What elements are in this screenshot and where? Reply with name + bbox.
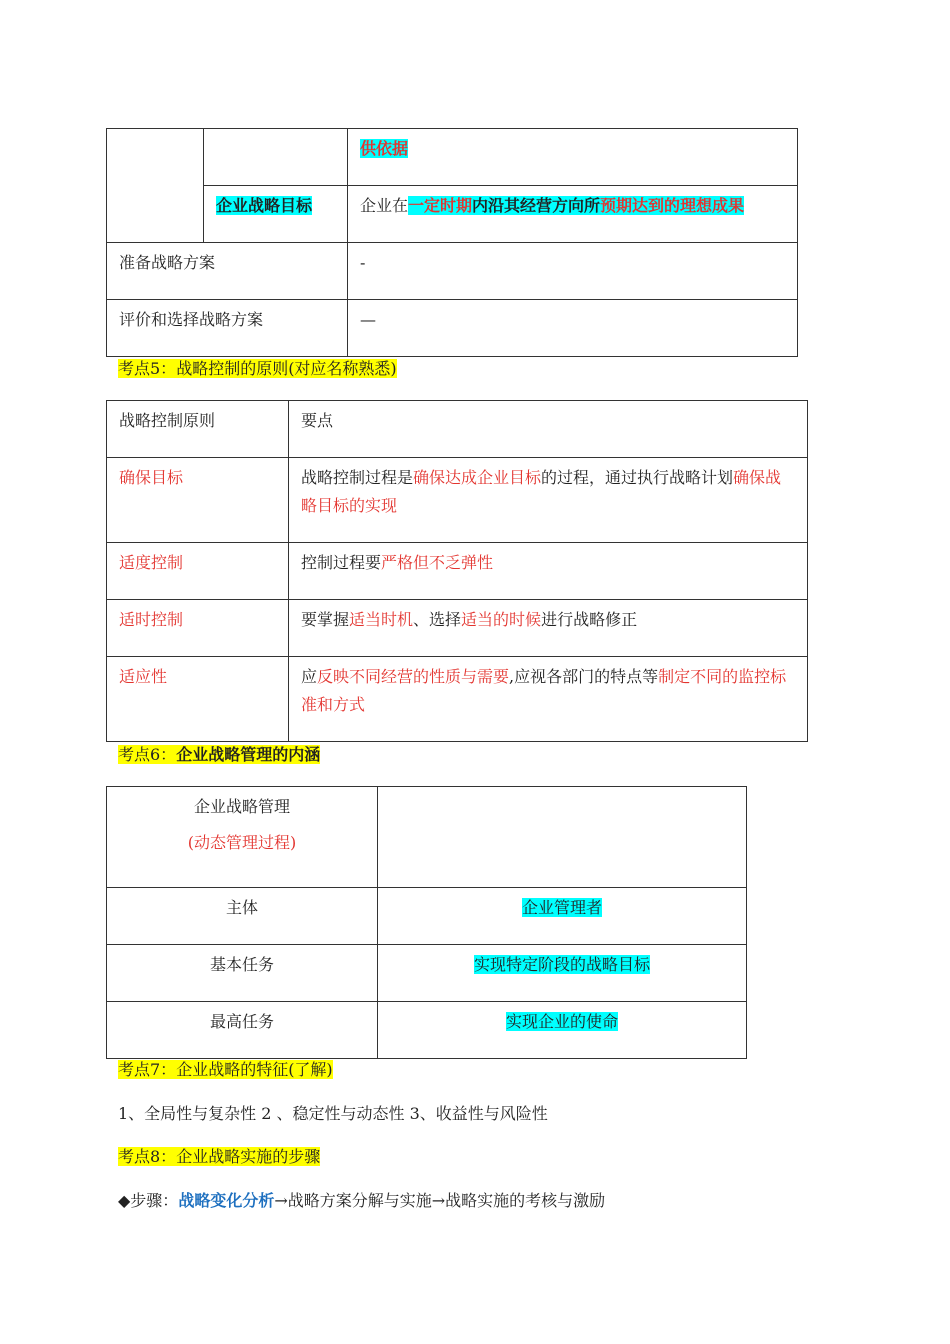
table-cell: 企业在一定时期内沿其经营方向所预期达到的理想成果 [348, 186, 798, 243]
table-cell [378, 787, 747, 888]
table-header-cell: 要点 [289, 401, 808, 458]
table-cell: 企业战略管理 (动态管理过程) [107, 787, 378, 888]
table-cell: 评价和选择战略方案 [107, 300, 348, 357]
table-cell [348, 129, 798, 186]
section-heading-8: 考点8：企业战略实施的步骤 [118, 1147, 321, 1166]
table-cell: — [348, 300, 798, 357]
table-cell: 企业管理者 [378, 888, 747, 945]
highlight-text: 供依据 [360, 139, 409, 158]
table-row: 适时控制 [107, 600, 289, 657]
table-cell [204, 129, 348, 186]
table-cell [107, 129, 204, 243]
goal-label: 企业战略目标 [216, 196, 313, 215]
table-header-cell: 战略控制原则 [107, 401, 289, 458]
table-cell: 要掌握适当时机、选择适当的时候进行战略修正 [289, 600, 808, 657]
table-row: 适应性 [107, 657, 289, 742]
table-row: 基本任务 [107, 945, 378, 1002]
section-heading-6: 考点6：企业战略管理的内涵 [118, 745, 321, 764]
table-cell: - [348, 243, 798, 300]
section-heading-5: 考点5：战略控制的原则(对应名称熟悉) [118, 359, 397, 378]
table-cell: 战略控制过程是确保达成企业目标的过程，通过执行战略计划确保战略目标的实现 [289, 458, 808, 543]
table-strategy-management [106, 786, 747, 1059]
features-text: 1、全局性与复杂性 2 、稳定性与动态性 3、收益性与风险性 [118, 1104, 548, 1123]
steps-text: ◆步骤：战略变化分析→战略方案分解与实施→战略实施的考核与激励 [118, 1191, 606, 1210]
table-cell: 实现企业的使命 [378, 1002, 747, 1059]
table-cell: 控制过程要严格但不乏弹性 [289, 543, 808, 600]
section-heading-7: 考点7：企业战略的特征(了解) [118, 1060, 333, 1079]
table-row: 主体 [107, 888, 378, 945]
table-cell: 实现特定阶段的战略目标 [378, 945, 747, 1002]
table-control-principles [106, 400, 808, 742]
table-cell: 准备战略方案 [107, 243, 348, 300]
table-row: 适度控制 [107, 543, 289, 600]
table-row: 最高任务 [107, 1002, 378, 1059]
table-row: 确保目标 [107, 458, 289, 543]
table-cell [204, 186, 348, 243]
table-strategy-plan [106, 128, 798, 357]
table-cell: 应反映不同经营的性质与需要,应视各部门的特点等制定不同的监控标准和方式 [289, 657, 808, 742]
